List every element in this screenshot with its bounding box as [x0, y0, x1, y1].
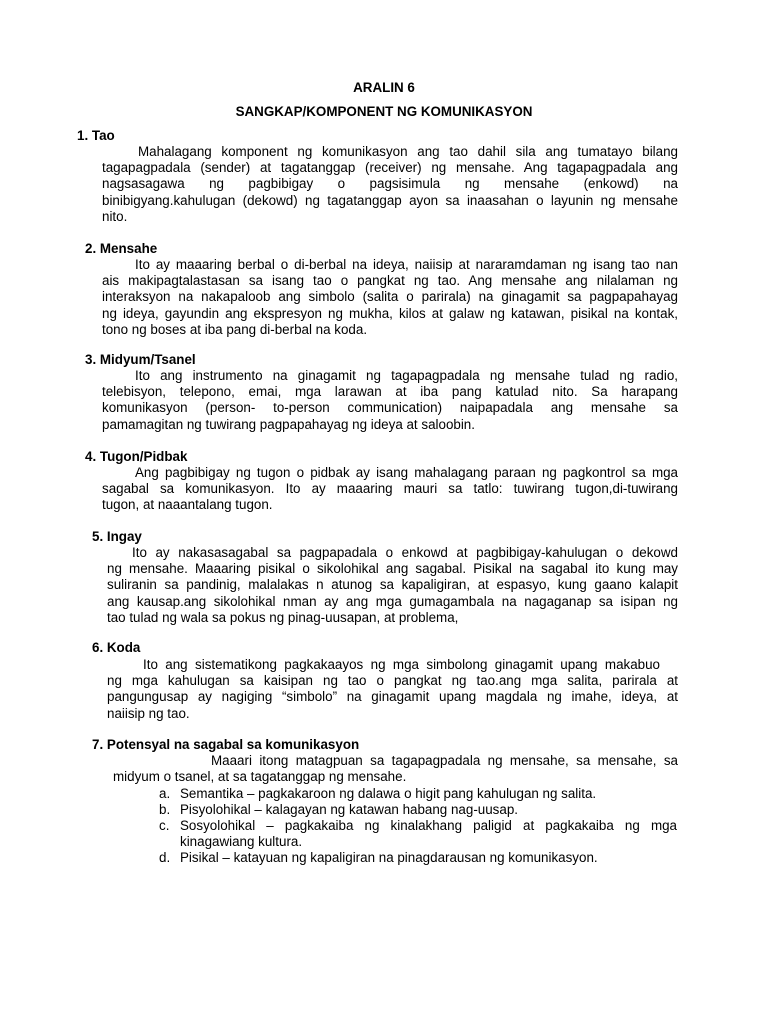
section-paragraph: [107, 545, 678, 626]
paragraph-line: sagabal sa komunikasyon. Ito ay maaaring mauri sa tatlo: tuwirang tugon,di-tuwirang: [102, 481, 678, 497]
list-marker: c.: [159, 818, 170, 833]
paragraph-line: ng ideya, gayundin ang ekspresyon ng mukha, kilos at galaw ng katawan, pisikal na kontak,: [102, 305, 678, 321]
paragraph-line: Ito ang sistematikong pagkakaayos ng mga simbolong ginagamit upang makabuo: [143, 657, 660, 672]
section-heading: 4. Tugon/Pidbak: [85, 449, 188, 464]
list-item-text: kinagawiang kultura.: [180, 834, 303, 849]
list-item-text: Pisikal – katayuan ng kapaligiran na pinagdarausan ng komunikasyon.: [180, 850, 598, 865]
section-heading: 6. Koda: [92, 640, 141, 655]
paragraph-line: Mahalagang komponent ng komunikasyon ang tao dahil sila ang tumatayo bilang: [138, 144, 678, 159]
list-item-text: Sosyolohikal – pagkakaiba ng kinalakhang paligid at pagkakaiba ng mga: [180, 818, 677, 833]
list-marker: b.: [159, 802, 171, 817]
section-heading: 7. Potensyal na sagabal sa komunikasyon: [92, 737, 360, 752]
paragraph-line: pangungusap ay nagiging “simbolo” na ginagamit upang magdala ng imahe, ideya, at: [107, 689, 678, 705]
paragraph-line: nito.: [102, 208, 128, 224]
section-heading: 3. Midyum/Tsanel: [85, 352, 196, 367]
paragraph-line: ng mensahe. Maaaring pisikal o sikolohikal ang sagabal. Pisikal na sagabal ito kung may: [107, 561, 678, 577]
section-paragraph: [102, 257, 678, 338]
paragraph-line: naiisip ng tao.: [107, 705, 190, 721]
list-marker: a.: [159, 786, 171, 801]
list-item-text: Pisyolohikal – kalagayan ng katawan habang nag-uusap.: [180, 802, 518, 817]
list-item: [159, 802, 678, 818]
paragraph-line: nagsasagawa ng pagbibigay o pagsisimula ng mensahe (enkowd) na: [102, 176, 678, 192]
lesson-subtitle: SANGKAP/KOMPONENT NG KOMUNIKASYON: [235, 104, 533, 119]
section-heading: 5. Ingay: [92, 529, 142, 544]
paragraph-line: tagapagpadala (sender) at tagatanggap (receiver) ng mensahe. Ang tagapagpadala ang: [102, 160, 678, 176]
paragraph-line: suliranin sa pandinig, malalakas n atunog sa kapaligiran, at espasyo, kung gaano kalapit: [107, 577, 678, 593]
section-paragraph: [102, 465, 678, 514]
paragraph-line: ang kausap.ang sikolohikal nman ay ang mga gumagambala na nagaganap sa isipan ng: [107, 593, 678, 609]
paragraph-line: midyum o tsanel, at sa tagatanggap ng mensahe.: [113, 769, 407, 785]
list-marker: d.: [159, 850, 171, 865]
paragraph-line: Maaari itong matagpuan sa tagapagpadala ng mensahe, sa mensahe, sa: [211, 753, 678, 768]
paragraph-line: Ito ay nakasasagabal sa pagpapadala o enkowd at pagbibigay-kahulugan o dekowd: [132, 545, 678, 560]
paragraph-line: ng mga kahulugan sa kaisipan ng tao o pangkat ng tao.ang mga salita, parirala at: [107, 673, 678, 689]
list-item: [159, 850, 678, 866]
section-paragraph: [102, 144, 678, 225]
paragraph-line: tono ng boses at iba pang di-berbal na koda.: [102, 321, 368, 337]
paragraph-line: binibigyang.kahulugan (dekowd) ng tagatanggap ayon sa inaasahan o layunin ng mensahe: [102, 192, 678, 208]
section-heading: 2. Mensahe: [85, 241, 158, 256]
paragraph-line: telebisyon, telepono, emai, mga larawan at iba pang katulad nito. Sa harapang: [102, 384, 678, 400]
paragraph-line: pamamagitan ng tuwirang pagpapahayag ng ideya at saloobin.: [102, 416, 475, 432]
paragraph-line: komunikasyon (person- to-person communication) naipapadala ang mensahe sa: [102, 400, 678, 416]
list-item-text: Semantika – pagkakaroon ng dalawa o higit pang kahulugan ng salita.: [180, 786, 597, 801]
lesson-title: ARALIN 6: [353, 80, 415, 95]
section-paragraph: [107, 657, 678, 722]
paragraph-line: interaksyon na nakapaloob ang simbolo (salita o parirala) na ginagamit sa pagpapahayag: [102, 289, 678, 305]
paragraph-line: Ito ay maaaring berbal o di-berbal na ideya, naiisip at nararamdaman ng isang tao nan: [135, 257, 678, 272]
list-item: [159, 786, 678, 802]
list-item: [159, 818, 678, 850]
paragraph-line: tugon, at naaantalang tugon.: [102, 497, 273, 513]
section-paragraph: [102, 368, 678, 433]
section-heading: 1. Tao: [77, 128, 115, 143]
section-paragraph: [113, 753, 678, 785]
paragraph-line: ais makipagtalastasan sa isang tao o pangkat ng tao. Ang mensahe ang nilalaman ng: [102, 273, 678, 289]
paragraph-line: Ang pagbibigay ng tugon o pidbak ay isang mahalagang paraan ng pagkontrol sa mga: [135, 465, 678, 480]
paragraph-line: tao tulad ng wala sa pokus ng pinag-uusapan, at problema,: [107, 609, 459, 625]
paragraph-line: Ito ang instrumento na ginagamit ng tagapagpadala ng mensahe tulad ng radio,: [135, 368, 678, 383]
